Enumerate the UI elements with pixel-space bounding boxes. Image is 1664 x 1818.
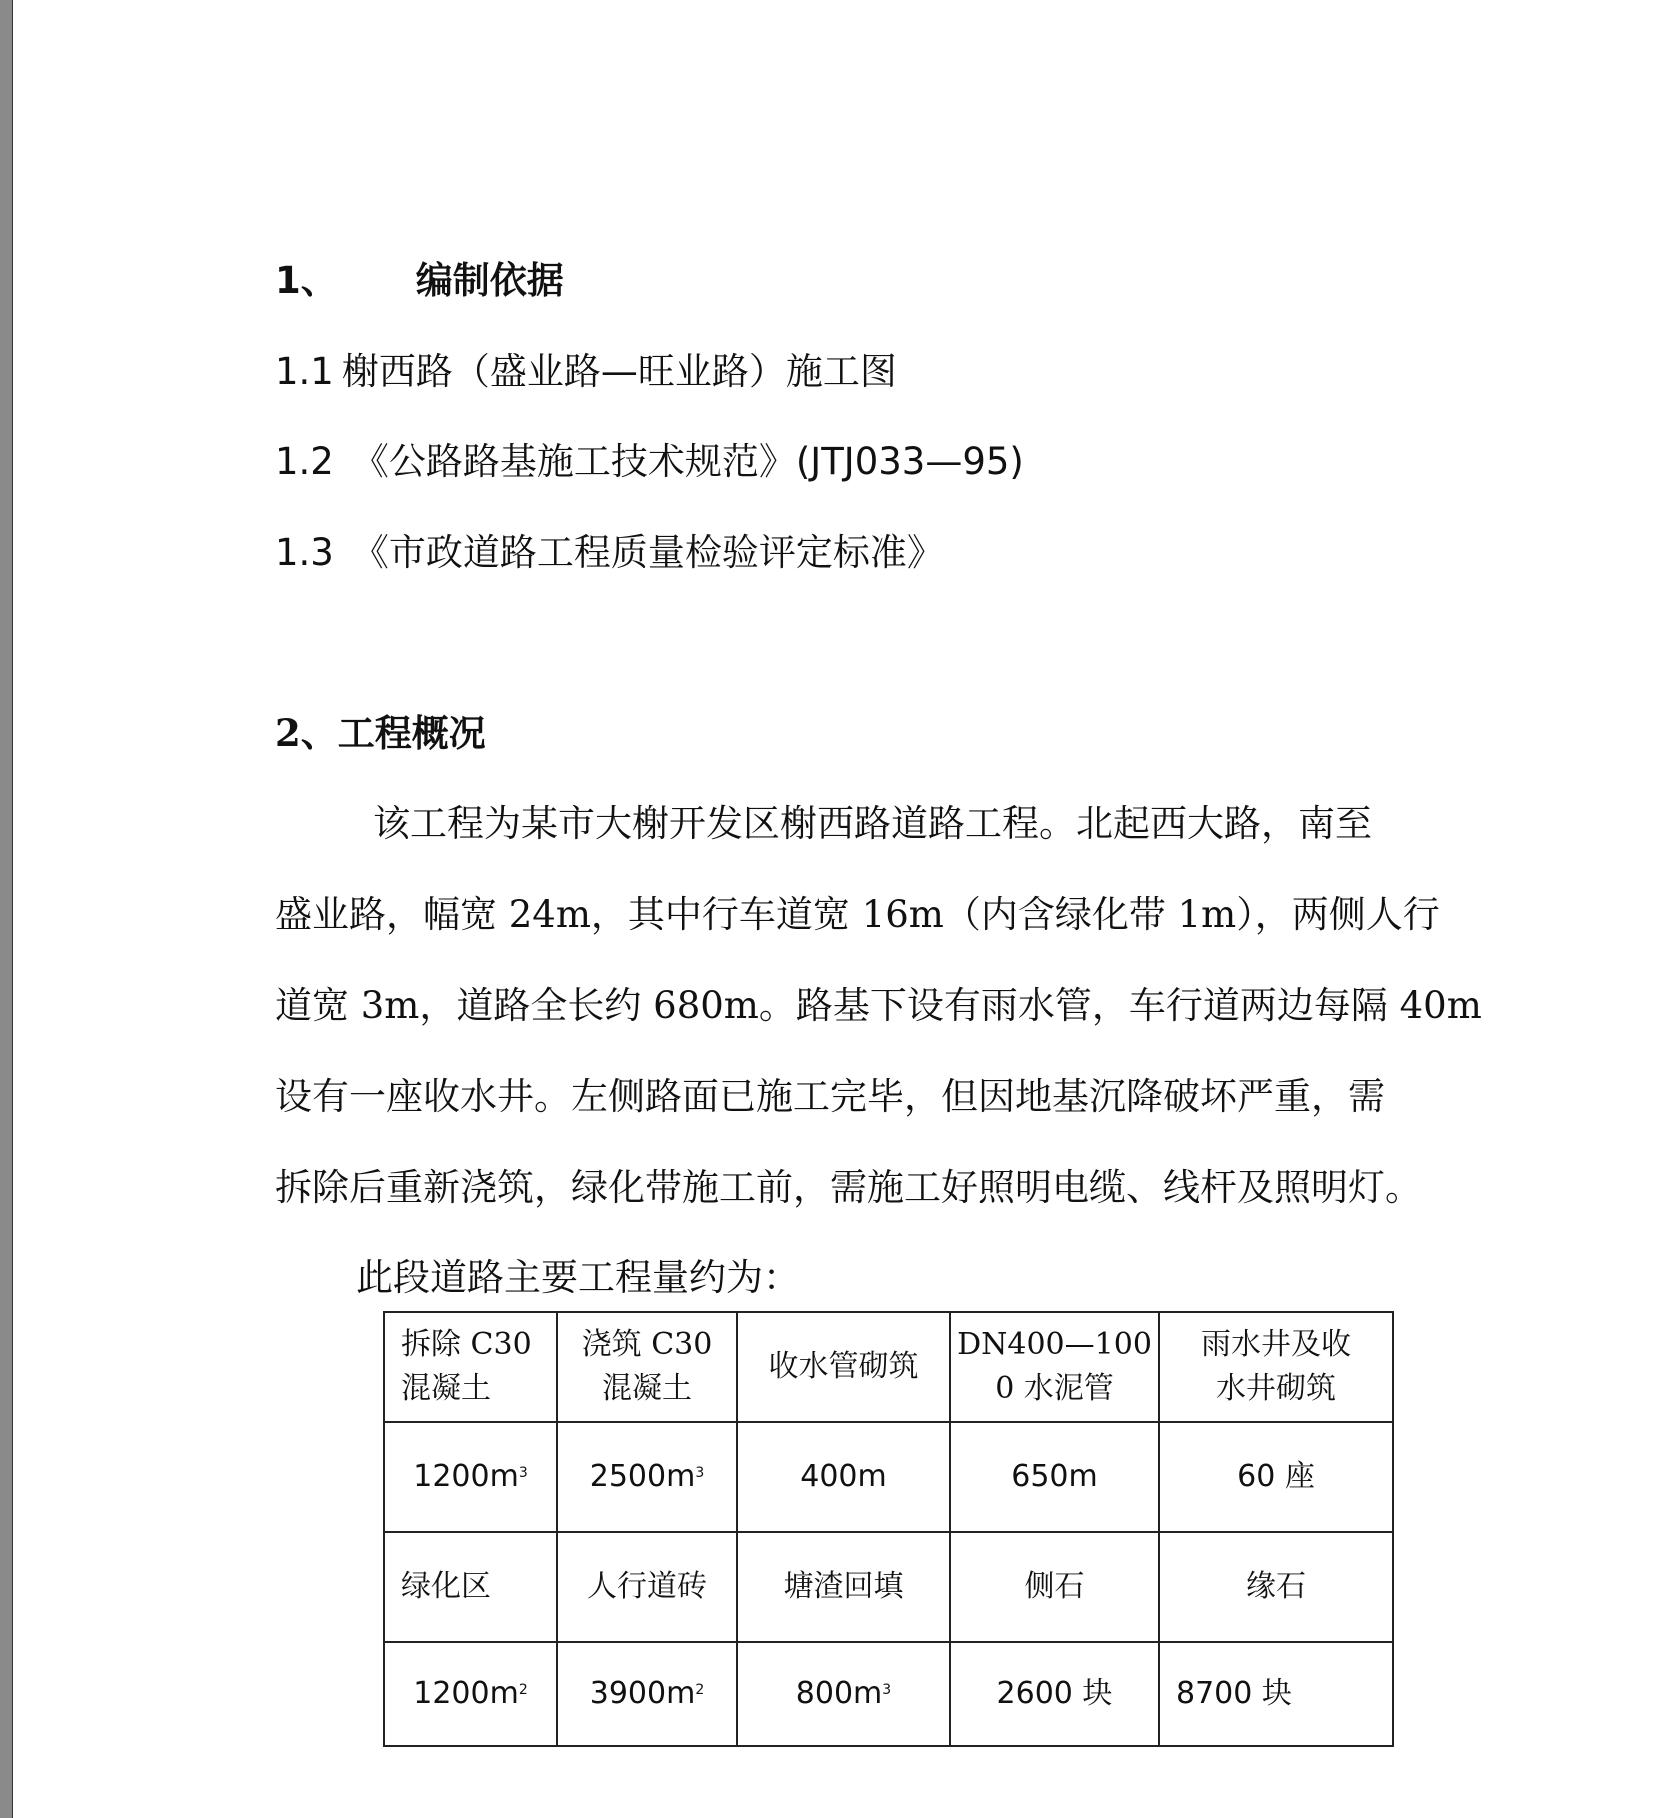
reference-item-2 bbox=[275, 431, 1024, 485]
table-cell: DN400—100 0 水泥管 bbox=[950, 1312, 1159, 1422]
table-cell: 60 座 bbox=[1159, 1422, 1393, 1532]
reference-item-number: 1.3 bbox=[275, 531, 334, 574]
section-2-heading: 2、工程概况 bbox=[275, 711, 486, 755]
table-cell: 8700 块 bbox=[1159, 1642, 1393, 1746]
reference-item-text: 榭西路（盛业路—旺业路）施工图 bbox=[341, 350, 897, 393]
reference-item-1 bbox=[275, 341, 897, 395]
overview-line-1: 该工程为某市大榭开发区榭西路道路工程。北起西大路，南至 bbox=[373, 802, 1372, 845]
table-cell: 2600 块 bbox=[950, 1642, 1159, 1746]
quantities-intro: 此段道路主要工程量约为： bbox=[356, 1256, 800, 1299]
reference-item-text: 《公路路基施工技术规范》(JTJ033—95) bbox=[351, 440, 1024, 483]
reference-item-text: 《市政道路工程质量检验评定标准》 bbox=[351, 531, 944, 574]
reference-item-number: 1.2 bbox=[275, 440, 334, 483]
table-cell: 650m bbox=[950, 1422, 1159, 1532]
viewer-left-edge bbox=[0, 0, 12, 1818]
table-cell: $1200m^2$ bbox=[384, 1642, 557, 1746]
table-cell: $1200m^3$ bbox=[384, 1422, 557, 1532]
table-row bbox=[384, 1422, 1393, 1532]
reference-item-number: 1.1 bbox=[275, 350, 334, 393]
table-cell: 塘渣回填 bbox=[737, 1532, 950, 1642]
table-cell: 拆除 C30 混凝土 bbox=[384, 1312, 557, 1422]
table-cell: 400m bbox=[737, 1422, 950, 1532]
table-cell: 绿化区 bbox=[384, 1532, 557, 1642]
section-1-title: 编制依据 bbox=[415, 258, 564, 302]
overview-line-3: 道宽 3m，道路全长约 680m。路基下设有雨水管，车行道两边每隔 40m bbox=[275, 984, 1482, 1027]
table-cell: $800m^3$ bbox=[737, 1642, 950, 1746]
table-cell: 浇筑 C30 混凝土 bbox=[557, 1312, 737, 1422]
overview-line-5: 拆除后重新浇筑，绿化带施工前，需施工好照明电缆、线杆及照明灯。 bbox=[275, 1166, 1422, 1209]
table-cell: 缘石 bbox=[1159, 1532, 1393, 1642]
section-1-number: 1、 bbox=[275, 259, 338, 302]
table-cell: 收水管砌筑 bbox=[737, 1312, 950, 1422]
table-cell: 雨水井及收 水井砌筑 bbox=[1159, 1312, 1393, 1422]
table-cell: $3900m^2$ bbox=[557, 1642, 737, 1746]
table-row bbox=[384, 1312, 1393, 1422]
quantities-table bbox=[383, 1311, 1394, 1747]
reference-item-3 bbox=[275, 522, 944, 576]
table-cell: 侧石 bbox=[950, 1532, 1159, 1642]
table-cell: 人行道砖 bbox=[557, 1532, 737, 1642]
document-page bbox=[12, 0, 1664, 1818]
table-row bbox=[384, 1642, 1393, 1746]
table-row bbox=[384, 1532, 1393, 1642]
overview-line-4: 设有一座收水井。左侧路面已施工完毕，但因地基沉降破坏严重，需 bbox=[275, 1075, 1385, 1118]
section-1-heading bbox=[275, 250, 564, 304]
table-cell: $2500m^3$ bbox=[557, 1422, 737, 1532]
overview-line-2: 盛业路，幅宽 24m，其中行车道宽 16m（内含绿化带 1m），两侧人行 bbox=[275, 893, 1440, 936]
